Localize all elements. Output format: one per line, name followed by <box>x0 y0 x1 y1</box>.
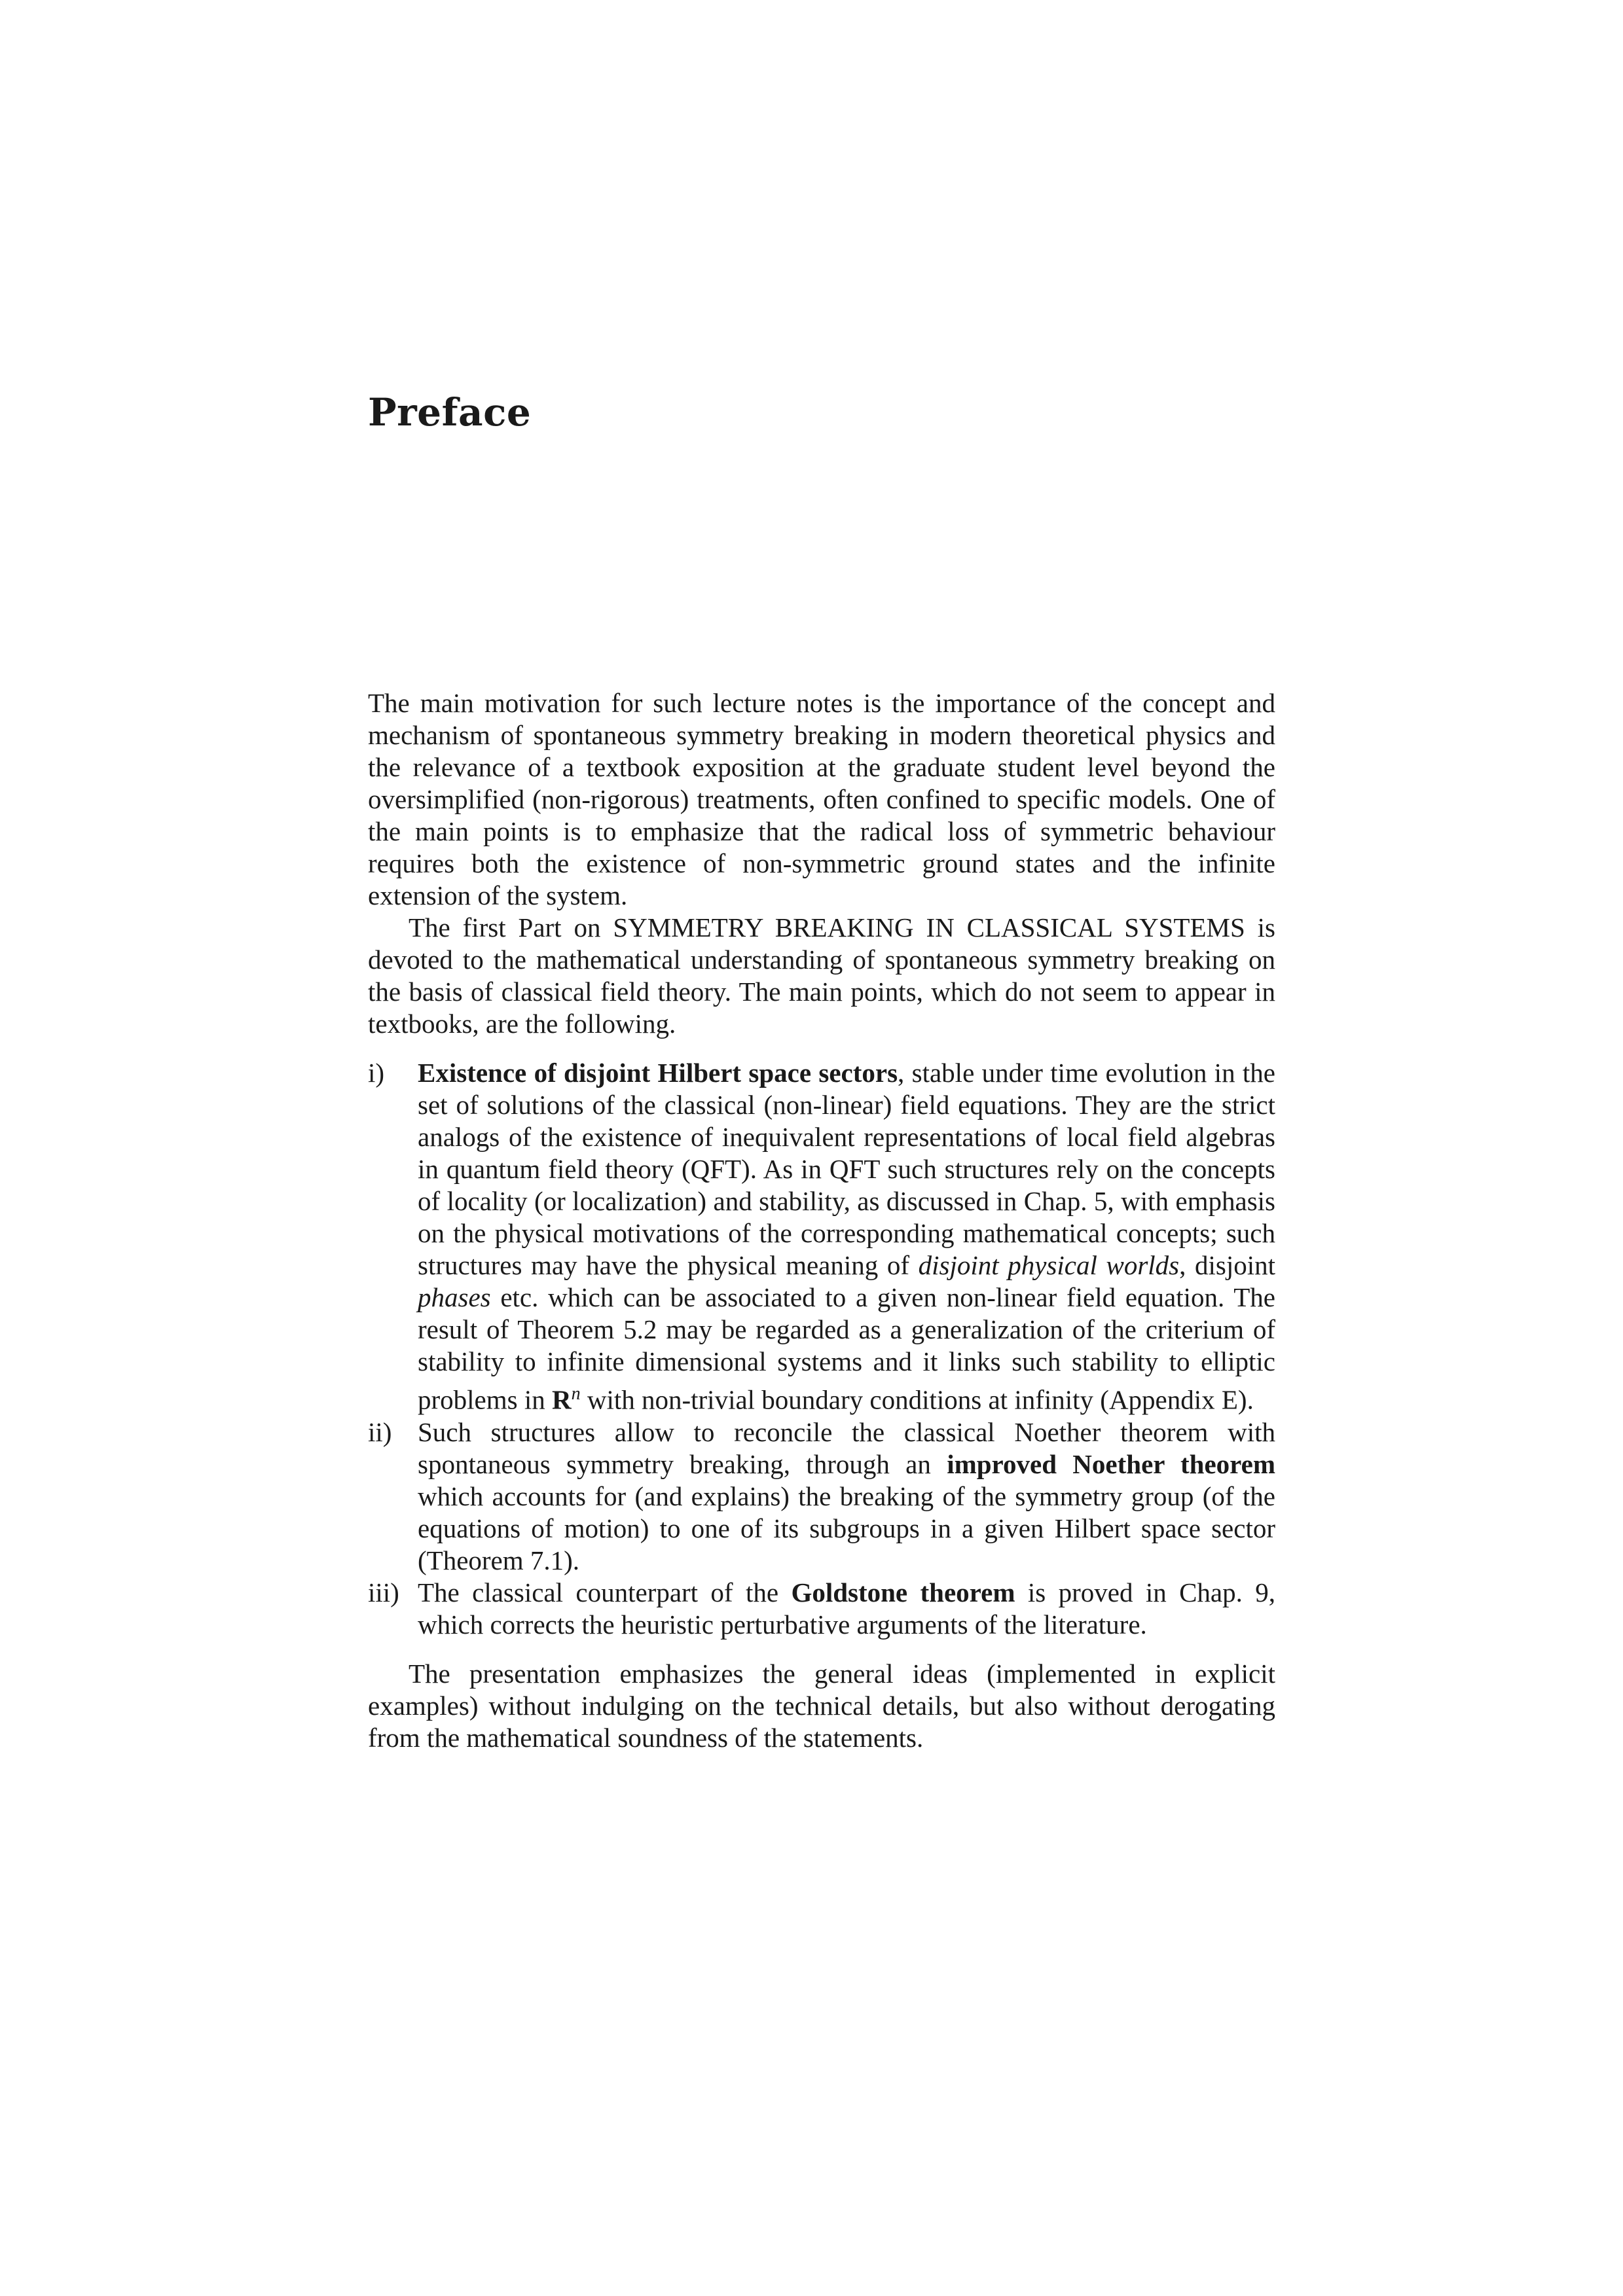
bold-term: improved Noether theorem <box>947 1448 1275 1479</box>
item-text: etc. which can be associated to a given non-linear field equation. The result of Theorem 5.2 may be regarded as a generalization of the criterium of stability to infinite dimensional systems and it links such stability to elliptic problems in <box>418 1282 1275 1415</box>
list-item <box>368 1057 1275 1416</box>
item-text: , disjoint <box>1179 1250 1275 1280</box>
paragraph-presentation: The presentation emphasizes the general ideas (implemented in explicit examples) without indulging on the technical details, but also without derogating from the mathematical soundness of the statements. <box>368 1658 1275 1753</box>
item-text: with non-trivial boundary conditions at infinity (Appendix E). <box>580 1384 1254 1415</box>
list-marker: iii) <box>368 1577 399 1607</box>
page-title: Preface <box>368 390 532 435</box>
paragraph-motivation: The main motivation for such lecture notes is the importance of the concept and mechanism of spontaneous symmetry breaking in modern theoretical physics and the relevance of a textbook exposition at the graduate student level beyond the oversimplified (non-rigorous) treatments, often confined to specific models. One of the main points is to emphasize that the radical loss of symmetric behaviour requires both the existence of non-symmetric ground states and the infinite extension of the system. <box>368 688 1275 910</box>
list-marker: ii) <box>368 1416 392 1447</box>
item-text: Such structures allow to reconcile the classical Noether theorem with spontaneous symmetry breaking, through an <box>418 1416 1275 1479</box>
italic-term: phases <box>418 1282 491 1312</box>
italic-term: disjoint physical worlds <box>918 1250 1180 1280</box>
item-text: which accounts for (and explains) the breaking of the symmetry group (of the equations of motion) to one of its subgroups in a given Hilbert space sector (Theorem 7.1). <box>418 1480 1275 1575</box>
list-item <box>368 1416 1275 1577</box>
item-text: The classical counterpart of the <box>418 1577 792 1607</box>
item-text: , stable under time evolution in the set of solutions of the classical (non-linear) field equations. They are the strict analogs of the existence of inequivalent representations of local field algebras in quantum field theory (QFT). As in QFT such structures rely on the concepts of locality (or localization) and stability, as discussed in Chap. 5, with emphasis on the physical motivations of the corresponding mathematical concepts; such structures may have the physical meaning of <box>418 1058 1275 1280</box>
main-points-list <box>368 1057 1275 1641</box>
list-marker: i) <box>368 1058 385 1088</box>
bold-term: Existence of disjoint Hilbert space sectors <box>418 1058 898 1088</box>
item-text: is proved in Chap. 9, which corrects the heuristic perturbative arguments of the literature. <box>418 1577 1276 1640</box>
preface-body <box>368 687 1275 1754</box>
bold-term: Goldstone theorem <box>791 1577 1015 1607</box>
math-symbol: R <box>551 1384 572 1415</box>
math-superscript: n <box>571 1384 581 1404</box>
paragraph-first-part: The first Part on SYMMETRY BREAKING IN CLASSICAL SYSTEMS is devoted to the mathematical understanding of spontaneous symmetry breaking on the basis of classical field theory. The main points, which do not seem to appear in textbooks, are the following. <box>368 912 1275 1039</box>
list-item <box>368 1577 1275 1641</box>
